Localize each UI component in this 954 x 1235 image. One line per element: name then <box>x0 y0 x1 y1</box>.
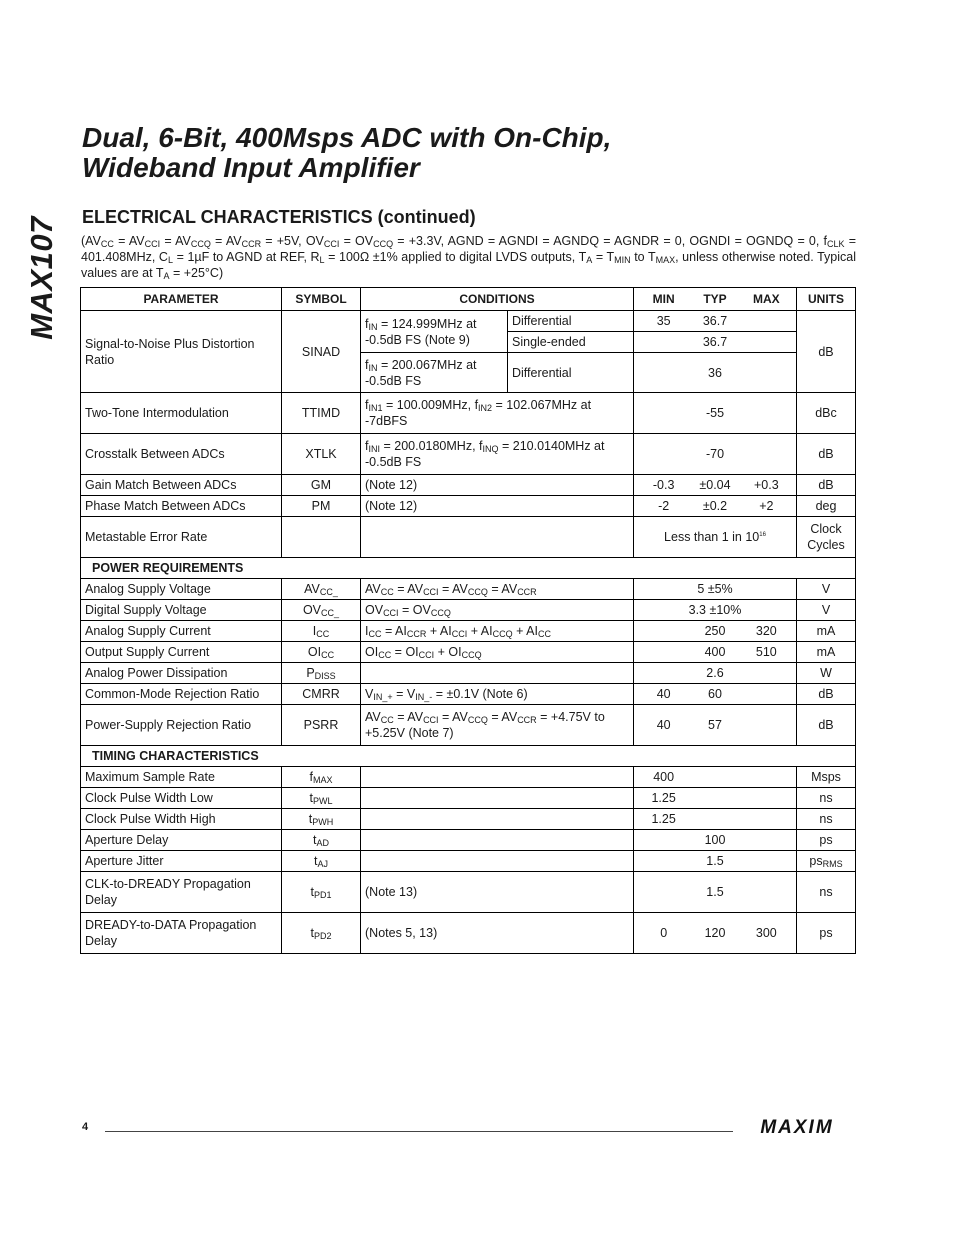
conditions-cell <box>361 830 634 851</box>
parameter-cell: Analog Supply Current <box>81 621 282 642</box>
header-symbol: SYMBOL <box>282 288 361 311</box>
table-row <box>81 393 856 434</box>
conditions-cell: (Note 12) <box>361 496 634 517</box>
sinad-sub-condition-3: Differential <box>508 353 634 393</box>
units-cell: V <box>797 600 856 621</box>
symbol-cell: $I_{CC}$ <box>282 621 361 642</box>
parameter-cell: Aperture Jitter <box>81 851 282 872</box>
table-row <box>81 642 856 663</box>
units-cell: $ps_{RMS}$ <box>797 851 856 872</box>
units-cell: ps <box>797 913 856 954</box>
symbol-cell: CMRR <box>282 684 361 705</box>
symbol-cell: XTLK <box>282 434 361 475</box>
values-cell: 40 57 <box>634 705 797 746</box>
values-cell: 40 60 <box>634 684 797 705</box>
parameter-cell: Output Supply Current <box>81 642 282 663</box>
parameter-cell: Analog Supply Voltage <box>81 579 282 600</box>
parameter-cell: Gain Match Between ADCs <box>81 475 282 496</box>
values-cell: 400 <box>634 767 797 788</box>
values-cell: 0 120 300 <box>634 913 797 954</box>
table-row <box>81 600 856 621</box>
conditions-cell: $f_{IN1} = 100.009MHz$, $f_{IN2} = 102.067MHz$ at -7dBFS <box>361 393 634 434</box>
units-cell: dBc <box>797 393 856 434</box>
table-row <box>81 788 856 809</box>
header-units: UNITS <box>797 288 856 311</box>
conditions-cell <box>361 767 634 788</box>
units-cell: dB <box>797 434 856 475</box>
symbol-cell: $t_{AJ}$ <box>282 851 361 872</box>
values-cell: -0.3 ±0.04 +0.3 <box>634 475 797 496</box>
conditions-cell: $OI_{CC} = OI_{CCI} + OI_{CCQ}$ <box>361 642 634 663</box>
header-min-typ-max: MIN TYP MAX <box>634 288 797 311</box>
parameter-cell: Aperture Delay <box>81 830 282 851</box>
symbol-cell: PSRR <box>282 705 361 746</box>
conditions-cell: $I_{CC} = AI_{CCR} + AI_{CCI} + AI_{CCQ} + AI_{CC}$ <box>361 621 634 642</box>
symbol-cell: $P_{DISS}$ <box>282 663 361 684</box>
parameter-cell: Crosstalk Between ADCs <box>81 434 282 475</box>
sinad-sub-condition-1: Differential <box>508 311 634 332</box>
symbol-cell: $OV_{CC\_}$ <box>282 600 361 621</box>
conditions-cell: $OV_{CCI} = OV_{CCQ}$ <box>361 600 634 621</box>
table-row <box>81 579 856 600</box>
table-row <box>81 705 856 746</box>
sinad-symbol: SINAD <box>282 311 361 393</box>
parameter-cell: Clock Pulse Width High <box>81 809 282 830</box>
maxim-logo <box>740 1117 854 1137</box>
values-cell: -70 <box>634 434 797 475</box>
symbol-cell: $OI_{CC}$ <box>282 642 361 663</box>
units-cell: W <box>797 663 856 684</box>
timing-characteristics-heading-cell: TIMING CHARACTERISTICS <box>81 746 856 767</box>
values-cell: 2.6 <box>634 663 797 684</box>
header-conditions: CONDITIONS <box>361 288 634 311</box>
conditions-cell: $f_{INI} = 200.0180MHz$, $f_{INQ} = 210.0140MHz$ at -0.5dB FS <box>361 434 634 475</box>
table-row <box>81 475 856 496</box>
symbol-cell: PM <box>282 496 361 517</box>
symbol-cell: $t_{PWH}$ <box>282 809 361 830</box>
parameter-cell: Two-Tone Intermodulation <box>81 393 282 434</box>
power-requirements-heading-cell: POWER REQUIREMENTS <box>81 558 856 579</box>
units-cell: ns <box>797 872 856 913</box>
parameter-cell: Digital Supply Voltage <box>81 600 282 621</box>
conditions-cell <box>361 809 634 830</box>
values-cell: 3.3 ±10% <box>634 600 797 621</box>
power-requirements-heading <box>81 558 856 579</box>
table-header-row <box>81 288 856 311</box>
units-cell: ps <box>797 830 856 851</box>
table-row <box>81 517 856 558</box>
symbol-cell: $t_{PWL}$ <box>282 788 361 809</box>
values-cell: -55 <box>634 393 797 434</box>
section-title: ELECTRICAL CHARACTERISTICS (continued) <box>82 207 476 227</box>
conditions-cell <box>361 517 634 558</box>
units-cell: Msps <box>797 767 856 788</box>
units-cell: deg <box>797 496 856 517</box>
sinad-condition-a: $f_{IN} = 124.999MHz$ at -0.5dB FS (Note 9) <box>361 311 508 353</box>
conditions-cell: $V_{IN\_+} = V_{IN\_-} = \pm 0.1V$ (Note 6) <box>361 684 634 705</box>
header-parameter: PARAMETER <box>81 288 282 311</box>
parameter-cell: Common-Mode Rejection Ratio <box>81 684 282 705</box>
table-row <box>81 913 856 954</box>
conditions-cell <box>361 788 634 809</box>
conditions-cell: $AV_{CC} = AV_{CCI} = AV_{CCQ} = AV_{CCR} = +4.75V$ to +5.25V (Note 7) <box>361 705 634 746</box>
symbol-cell: GM <box>282 475 361 496</box>
parameter-cell: Analog Power Dissipation <box>81 663 282 684</box>
values-cell: 1.5 <box>634 872 797 913</box>
values-cell: Less than 1 in $10^{16}$ <box>634 517 797 558</box>
symbol-cell: $t_{PD1}$ <box>282 872 361 913</box>
units-cell: mA <box>797 642 856 663</box>
units-cell: dB <box>797 684 856 705</box>
values-cell: 100 <box>634 830 797 851</box>
parameter-cell: DREADY-to-DATA Propagation Delay <box>81 913 282 954</box>
table-row <box>81 684 856 705</box>
part-number-side-label: MAX107 <box>24 216 59 340</box>
parameter-cell: Phase Match Between ADCs <box>81 496 282 517</box>
footer-rule <box>105 1131 733 1132</box>
values-cell: 1.25 <box>634 788 797 809</box>
table-row <box>81 311 856 332</box>
parameter-cell: CLK-to-DREADY Propagation Delay <box>81 872 282 913</box>
parameter-cell: Clock Pulse Width Low <box>81 788 282 809</box>
sinad-units: dB <box>797 311 856 393</box>
symbol-cell: $AV_{CC\_}$ <box>282 579 361 600</box>
values-cell: 250 320 <box>634 621 797 642</box>
units-cell: Clock Cycles <box>797 517 856 558</box>
values-cell: 1.5 <box>634 851 797 872</box>
values-cell: -2 ±0.2 +2 <box>634 496 797 517</box>
conditions-cell <box>361 851 634 872</box>
sinad-values-2: 36.7 <box>634 332 797 353</box>
electrical-characteristics-table <box>80 287 856 954</box>
table-row <box>81 621 856 642</box>
symbol-cell: $t_{PD2}$ <box>282 913 361 954</box>
units-cell: dB <box>797 475 856 496</box>
table-row <box>81 872 856 913</box>
symbol-cell: TTIMD <box>282 393 361 434</box>
table-row <box>81 434 856 475</box>
page-number: 4 <box>82 1121 89 1133</box>
sinad-values-3: 36 <box>634 353 797 393</box>
title-line-2: Wideband Input Amplifier <box>82 152 420 183</box>
table-row <box>81 851 856 872</box>
conditions-cell: (Note 13) <box>361 872 634 913</box>
timing-characteristics-heading <box>81 746 856 767</box>
document-title <box>82 123 882 183</box>
symbol-cell <box>282 517 361 558</box>
svg-text:MAXIM: MAXIM <box>760 1117 834 1137</box>
sinad-parameter: Signal-to-Noise Plus Distortion Ratio <box>81 311 282 393</box>
values-cell: 400 510 <box>634 642 797 663</box>
symbol-cell: $t_{AD}$ <box>282 830 361 851</box>
table-row <box>81 767 856 788</box>
values-cell: 1.25 <box>634 809 797 830</box>
table-row <box>81 830 856 851</box>
parameter-cell: Power-Supply Rejection Ratio <box>81 705 282 746</box>
sinad-sub-condition-2: Single-ended <box>508 332 634 353</box>
conditions-cell: (Note 12) <box>361 475 634 496</box>
units-cell: mA <box>797 621 856 642</box>
conditions-cell: (Notes 5, 13) <box>361 913 634 954</box>
parameter-cell: Maximum Sample Rate <box>81 767 282 788</box>
table-row <box>81 663 856 684</box>
symbol-cell: $f_{MAX}$ <box>282 767 361 788</box>
units-cell: ns <box>797 788 856 809</box>
parameter-cell: Metastable Error Rate <box>81 517 282 558</box>
sinad-condition-b: $f_{IN} = 200.067MHz$ at -0.5dB FS <box>361 353 508 393</box>
units-cell: ns <box>797 809 856 830</box>
values-cell: 5 ±5% <box>634 579 797 600</box>
conditions-cell <box>361 663 634 684</box>
conditions-cell: $AV_{CC} = AV_{CCI} = AV_{CCQ} = AV_{CCR}$ <box>361 579 634 600</box>
units-cell: V <box>797 579 856 600</box>
table-row <box>81 809 856 830</box>
title-line-1: Dual, 6-Bit, 400Msps ADC with On-Chip, <box>82 122 612 153</box>
units-cell: dB <box>797 705 856 746</box>
test-conditions-paragraph: ($AV_{CC} = AV_{CCI} = AV_{CCQ} = AV_{CCR} = +5V$, $OV_{CCI} = OV_{CCQ} = +3.3V$, AGND = AGNDI = AGNDQ = AGNDR = 0, OGNDI = OGNDQ = 0, $f_{CLK} = 401.408MHz$, $C_L = 1\mu F$ to AGND at REF, $R_L = 100\Omega \pm 1\%$ applied to digital LVDS outputs, $T_A = T_{MIN}$ to $T_{MAX}$, unless otherwise noted. Typical values are at $T_A = +25^\circ C$) <box>81 234 856 281</box>
table-row <box>81 496 856 517</box>
sinad-values-1: 35 36.7 <box>634 311 797 332</box>
